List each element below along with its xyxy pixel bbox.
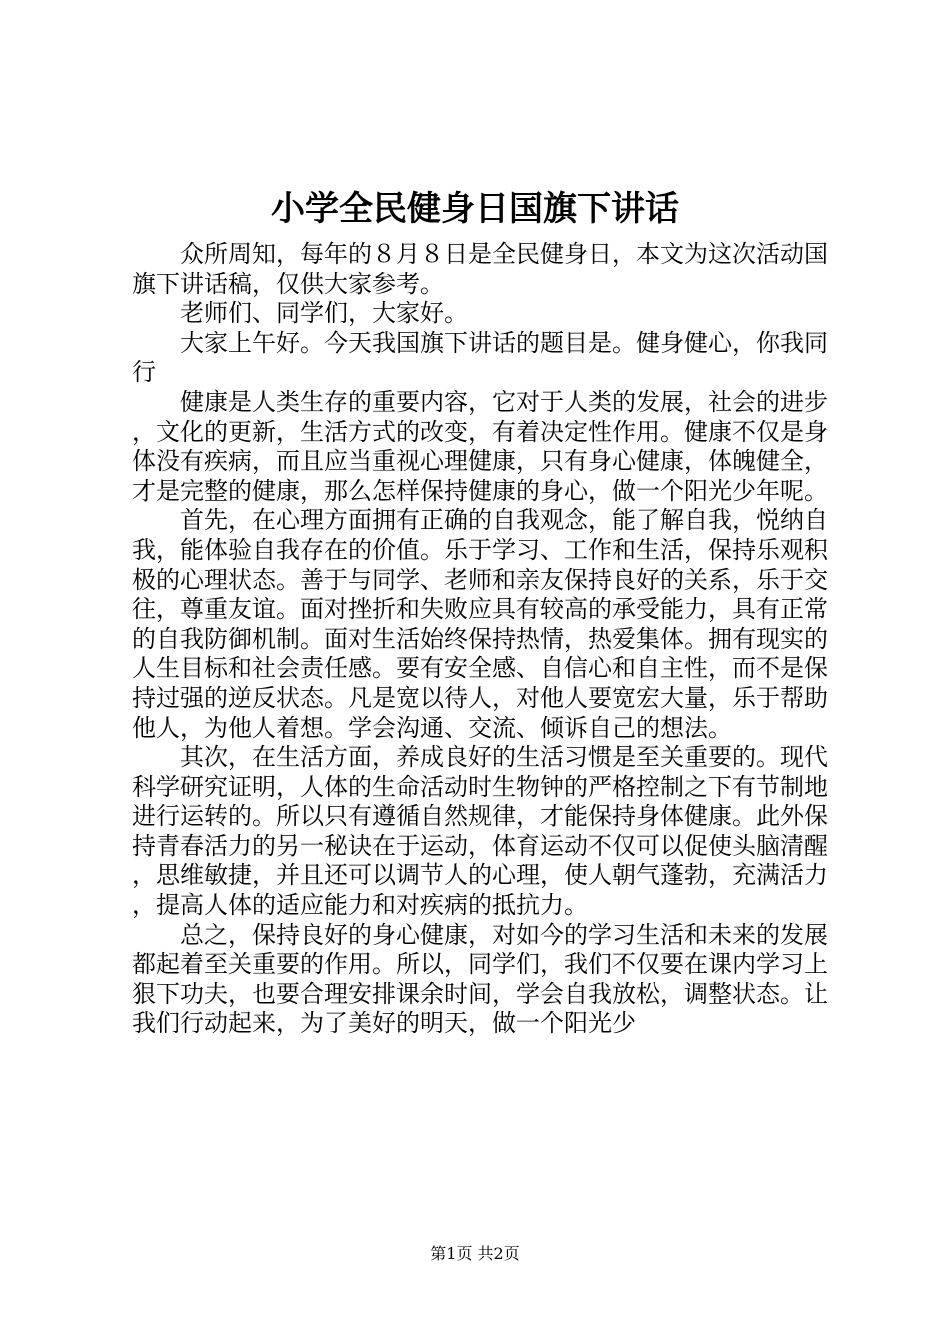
paragraph-greeting: 老师们、同学们，大家好。 [180, 299, 468, 328]
document-body [132, 240, 828, 1039]
paragraph-psychology: 首先，在心理方面拥有正确的自我观念，能了解自我，悦纳自我，能体验自我存在的价值。乐于学习、工作和生活，保持乐观积极的心理状态。善于与同学、老师和亲友保持良好的关系，乐于交往，尊重友谊。面对挫折和失败应具有较高的承受能力，具有正常的自我防御机制。面对生活始终保持热情，热爱集体。拥有现实的人生目标和社会责任感。要有安全感、自信心和自主性，而不是保持过强的逆反状态。凡是宽以待人，对他人要宽宏大量，乐于帮助他人，为他人着想。学会沟通、交流、倾诉自己的想法。 [132, 506, 828, 742]
page-footer: 第1页 共2页 [430, 1244, 520, 1263]
paragraph-intro: 众所周知，每年的８月８日是全民健身日，本文为这次活动国旗下讲话稿，仅供大家参考。 [132, 240, 828, 298]
paragraph-conclusion: 总之，保持良好的身心健康，对如今的学习生活和未来的发展都起着至关重要的作用。所以，同学们，我们不仅要在课内学习上狠下功夫，也要合理安排课余时间，学会自我放松，调整状态。让我们行动起来，为了美好的明天，做一个阳光少 [132, 920, 828, 1038]
paragraph-topic: 大家上午好。今天我国旗下讲话的题目是。健身健心，你我同行 [132, 328, 828, 387]
paragraph-lifestyle: 其次，在生活方面，养成良好的生活习惯是至关重要的。现代科学研究证明，人体的生命活动时生物钟的严格控制之下有节制地进行运转的。所以只有遵循自然规律，才能保持身体健康。此外保持青春活力的另一秘诀在于运动，体育运动不仅可以促使头脑清醒，思维敏捷，并且还可以调节人的心理，使人朝气蓬勃，充满活力，提高人体的适应能力和对疾病的抵抗力。 [132, 743, 828, 920]
document-title: 小学全民健身日国旗下讲话 [271, 189, 679, 229]
paragraph-health: 健康是人类生存的重要内容，它对于人类的发展，社会的进步，文化的更新，生活方式的改变，有着决定性作用。健康不仅是身体没有疾病，而且应当重视心理健康，只有身心健康，体魄健全，才是完整的健康，那么怎样保持健康的身心，做一个阳光少年呢。 [132, 387, 828, 505]
